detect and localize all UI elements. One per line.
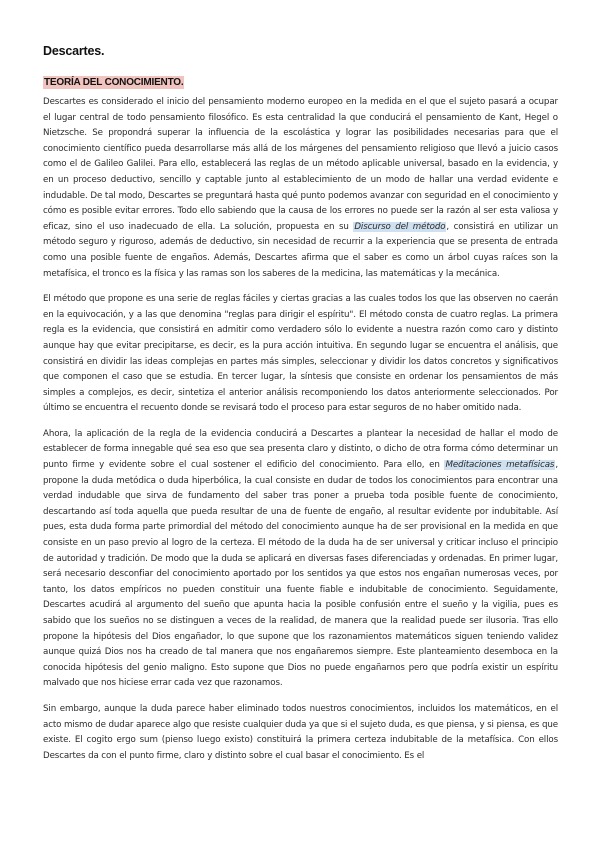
document-title: Descartes.: [43, 44, 105, 58]
paragraph-3-text-a: Ahora, la aplicación de la regla de la evidencia conducirá a Descartes a plantear la necesidad de hallar el modo de establecer de forma innegable qué sea eso que sea presenta claro y distinto, o dicho de otra forma cómo determinar un punto firme y evidente sobre el cual sostener el edificio del conocimiento. Para ello, en: [43, 428, 558, 471]
highlighted-work-title: Discurso del método: [354, 221, 446, 232]
document-page: [43, 44, 558, 774]
section-heading: TEORÍA DEL CONOCIMIENTO.: [44, 77, 184, 88]
paragraph-3-text-b: , propone la duda metódica o duda hiperbólica, la cual consiste en dudar de todos los conocimientos para encontrar una verdad indudable que sirva de fundamento del saber tras poner a prueba toda posible fuente de conocimiento, descartando así toda aquella que pueda resultar de una de fuente de engaño, al resultar evidente por indubitable. Así pues, esta duda forma parte primordial del método del conocimiento aunque ha de ser provisional en la medida en que consiste en un paso previo al logro de la certeza. El método de la duda ha de ser universal y criticar incluso el principio de autoridad y tradición. De modo que la duda se aplicará en diversas fases diferenciadas y ordenadas. En primer lugar, será necesario desconfiar del conocimiento aportado por los sentidos ya que estos nos engañan numerosas veces, por tanto, los datos empíricos no pueden constituir una fuente fiable e indubitable de conocimiento. Seguidamente, Descartes acudirá al argumento del sueño que apunta hacia la posible confusión entre el sueño y la vigilia, pues es sabido que los sueños no se distinguen a veces de la realidad, de manera que la realidad puede ser ilusoria. Tras ello propone la hipótesis del Dios engañador, lo que supone que los razonamientos matemáticos siguen teniendo validez aunque quizá Dios nos ha creado de tal manera que nos engañaremos siempre. Este planteamiento desemboca en la conocida hipótesis del genio maligno. Esto supone que Dios no puede engañarnos pero que podría existir un espíritu malvado que nos hiciese errar cada vez que razonamos.: [43, 460, 558, 689]
paragraph-2: El método que propone es una serie de reglas fáciles y ciertas gracias a las cuales todos los que las observen no caerán en la equivocación, y a las que denomina "reglas para dirigir el espíritu". El método consta de cuatro reglas. La primera regla es la evidencia, que consistirá en admitir como verdadero sólo lo evidente a nuestra razón como caro y distinto aunque hay que evitar precipitarse, es decir, es la pura acción intuitiva. En segundo lugar se encuentra el análisis, que consistirá en dividir las ideas complejas en partes más simples, seleccionar y dividir los datos concretos y significativos que componen el caso que se estudia. En tercer lugar, la síntesis que consiste en ordenar los pensamientos de más simples a complejos, es decir, sintetiza el anterior análisis recomponiendo los datos anteriormente seleccionados. Por último se encuentra el recuento donde se revisará todo el proceso para estar seguros de no haber omitido nada.: [43, 294, 558, 414]
paragraph-1-text-a: Descartes es considerado el inicio del pensamiento moderno europeo en la medida en el que el sujeto pasará a ocupar el lugar central de todo pensamiento filosófico. Es esta centralidad la que conducirá el pensamiento de Kant, Hegel o Nietzsche. Se propondrá superar la influencia de la escolástica y lograr las posibilidades necesarias para que el conocimiento científico pueda desarrollarse más allá de los márgenes del pensamiento religioso que llevó a juicio casos como el de Galileo Galilei. Para ello, establecerá las reglas de un método aplicable universal, basado en la evidencia, y en un proceso deductivo, sencillo y captable junto al establecimiento de un modo de hallar una verdad evidente e indudable. De tal modo, Descartes se preguntará hasta qué punto podemos avanzar con seguridad en el conocimiento y cómo es posible evitar errores. Todo ello sabiendo que la causa de los errores no puede ser la razón al ser esta valiosa y eficaz, sino el uso inadecuado de ella. La solución, propuesta en su: [43, 97, 558, 232]
paragraph-1: [43, 95, 558, 282]
highlighted-work-title: Meditaciones metafísicas: [445, 460, 555, 471]
paragraph-3: [43, 427, 558, 692]
paragraph-4: Sin embargo, aunque la duda parece haber eliminado todos nuestros conocimientos, incluidos los matemáticos, en el acto mismo de dudar aparece algo que resiste cualquier duda ya que si el sujeto duda, es que piensa, y si piensa, es que existe. El cogito ergo sum (pienso luego existo) constituirá la primera certeza indubitable de la metafísica. Con ellos Descartes da con el punto firme, claro y distinto sobre el cual basar el conocimiento. Es el: [43, 703, 558, 761]
paragraph-1-text-b: , consistirá en utilizar un método seguro y riguroso, además de deductivo, sin necesidad de recurrir a la experiencia que se presenta de entrada como una posible fuente de engaños. Además, Descartes afirma que el saber es como un árbol cuyas raíces son la metafísica, el tronco es la física y las ramas son los saberes de la medicina, las matemáticas y la mecánica.: [43, 221, 559, 279]
